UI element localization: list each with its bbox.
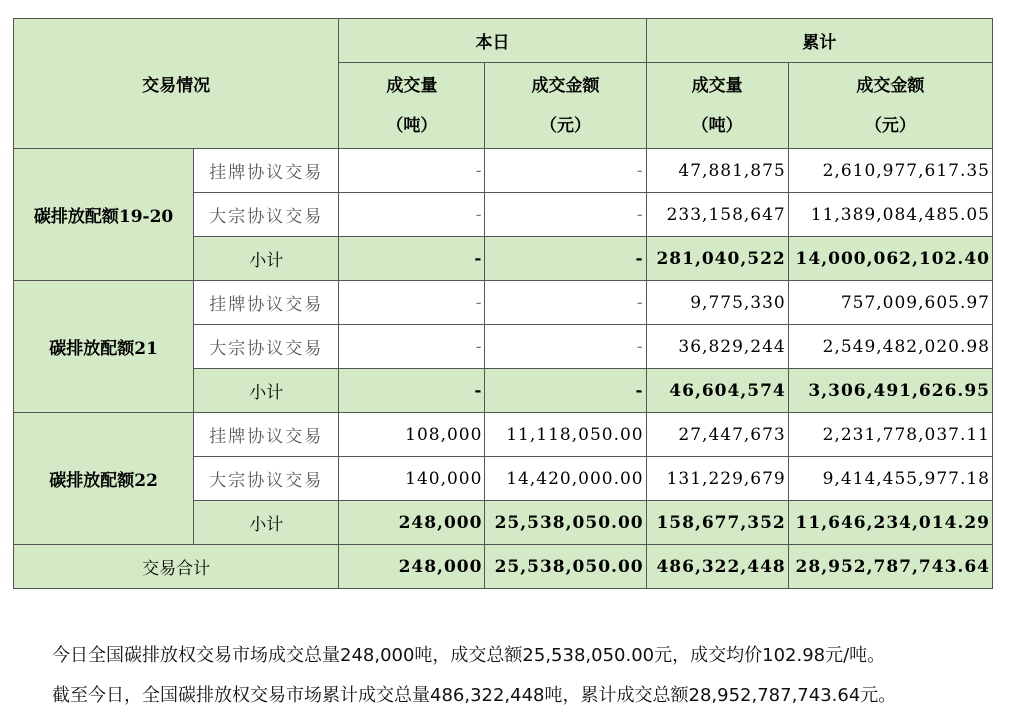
subtotal-label: 小计 bbox=[194, 501, 339, 545]
trading-table bbox=[13, 18, 993, 589]
header-cumulative: 累计 bbox=[646, 19, 992, 63]
subtotal-today-volume: - bbox=[339, 237, 485, 281]
total-row bbox=[14, 545, 993, 589]
cum-amount-cell: 2,549,482,020.98 bbox=[788, 325, 992, 369]
cum-volume-cell: 131,229,679 bbox=[646, 457, 788, 501]
header-today-amount bbox=[485, 63, 646, 149]
today-volume-cell: - bbox=[339, 325, 485, 369]
today-amount-cell: - bbox=[485, 281, 646, 325]
trade-type: 挂牌协议交易 bbox=[194, 413, 339, 457]
subtotal-cum-volume: 281,040,522 bbox=[646, 237, 788, 281]
subtotal-today-volume: 248,000 bbox=[339, 501, 485, 545]
today-volume-cell: - bbox=[339, 149, 485, 193]
header-cum-amount bbox=[788, 63, 992, 149]
cum-amount-cell: 757,009,605.97 bbox=[788, 281, 992, 325]
today-volume-cell: - bbox=[339, 193, 485, 237]
table-row bbox=[14, 413, 993, 457]
today-amount-cell: - bbox=[485, 149, 646, 193]
volume-unit: （吨） bbox=[691, 115, 743, 136]
cum-amount-cell: 11,389,084,485.05 bbox=[788, 193, 992, 237]
subtotal-label: 小计 bbox=[194, 369, 339, 413]
group-name: 碳排放配额19-20 bbox=[14, 149, 194, 281]
subtotal-cum-amount: 11,646,234,014.29 bbox=[788, 501, 992, 545]
header-trading-situation: 交易情况 bbox=[14, 19, 339, 149]
group-name: 碳排放配额21 bbox=[14, 281, 194, 413]
cum-volume-cell: 233,158,647 bbox=[646, 193, 788, 237]
amount-unit: （元） bbox=[864, 115, 916, 136]
subtotal-today-amount: - bbox=[485, 237, 646, 281]
trade-type: 挂牌协议交易 bbox=[194, 149, 339, 193]
header-today: 本日 bbox=[339, 19, 646, 63]
trade-type: 大宗协议交易 bbox=[194, 325, 339, 369]
subtotal-today-amount: 25,538,050.00 bbox=[485, 501, 646, 545]
total-label: 交易合计 bbox=[14, 545, 339, 589]
amount-unit: （元） bbox=[540, 115, 592, 136]
today-amount-cell: - bbox=[485, 193, 646, 237]
group-name: 碳排放配额22 bbox=[14, 413, 194, 545]
amount-label: 成交金额 bbox=[531, 75, 600, 96]
volume-label: 成交量 bbox=[386, 75, 438, 96]
summary-cumulative: 截至今日，全国碳排放权交易市场累计成交总量486,322,448吨，累计成交总额28,952,787,743.64元。 bbox=[52, 685, 897, 706]
trade-type: 大宗协议交易 bbox=[194, 457, 339, 501]
total-cum-amount: 28,952,787,743.64 bbox=[788, 545, 992, 589]
total-today-volume: 248,000 bbox=[339, 545, 485, 589]
today-volume-cell: 108,000 bbox=[339, 413, 485, 457]
cum-amount-cell: 9,414,455,977.18 bbox=[788, 457, 992, 501]
trade-type: 大宗协议交易 bbox=[194, 193, 339, 237]
subtotal-today-volume: - bbox=[339, 369, 485, 413]
header-today-volume bbox=[339, 63, 485, 149]
cum-volume-cell: 9,775,330 bbox=[646, 281, 788, 325]
volume-label: 成交量 bbox=[691, 75, 743, 96]
subtotal-label: 小计 bbox=[194, 237, 339, 281]
cum-amount-cell: 2,610,977,617.35 bbox=[788, 149, 992, 193]
summary-text bbox=[52, 636, 896, 716]
today-amount-cell: 14,420,000.00 bbox=[485, 457, 646, 501]
subtotal-cum-amount: 3,306,491,626.95 bbox=[788, 369, 992, 413]
today-volume-cell: - bbox=[339, 281, 485, 325]
trade-type: 挂牌协议交易 bbox=[194, 281, 339, 325]
subtotal-cum-volume: 46,604,574 bbox=[646, 369, 788, 413]
today-amount-cell: - bbox=[485, 325, 646, 369]
trading-table-container bbox=[13, 18, 993, 589]
cum-volume-cell: 36,829,244 bbox=[646, 325, 788, 369]
table-row bbox=[14, 281, 993, 325]
subtotal-cum-amount: 14,000,062,102.40 bbox=[788, 237, 992, 281]
amount-label: 成交金额 bbox=[856, 75, 925, 96]
cum-volume-cell: 47,881,875 bbox=[646, 149, 788, 193]
cum-volume-cell: 27,447,673 bbox=[646, 413, 788, 457]
total-today-amount: 25,538,050.00 bbox=[485, 545, 646, 589]
volume-unit: （吨） bbox=[386, 115, 438, 136]
cum-amount-cell: 2,231,778,037.11 bbox=[788, 413, 992, 457]
today-amount-cell: 11,118,050.00 bbox=[485, 413, 646, 457]
header-cum-volume bbox=[646, 63, 788, 149]
subtotal-today-amount: - bbox=[485, 369, 646, 413]
summary-today: 今日全国碳排放权交易市场成交总量248,000吨，成交总额25,538,050.00元，成交均价102.98元/吨。 bbox=[52, 645, 886, 666]
subtotal-cum-volume: 158,677,352 bbox=[646, 501, 788, 545]
table-row bbox=[14, 149, 993, 193]
today-volume-cell: 140,000 bbox=[339, 457, 485, 501]
total-cum-volume: 486,322,448 bbox=[646, 545, 788, 589]
